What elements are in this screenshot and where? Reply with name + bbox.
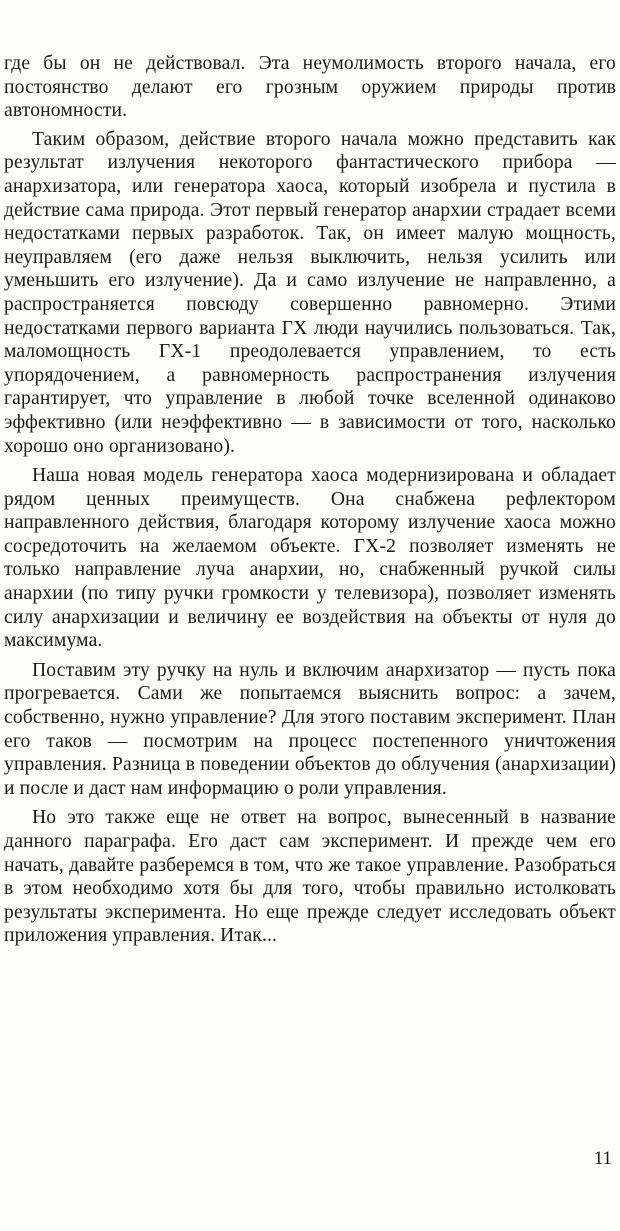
page-number: 11 — [593, 1148, 612, 1169]
body-text — [4, 52, 616, 954]
paragraph-4: Поставим эту ручку на нуль и включим анархизатор — пусть пока прогревается. Сами же попытаемся выяснить вопрос: а зачем, собственно, нужно управление? Для этого поставим эксперимент. План его таков — посмотрим на процесс постепенного уничтожения управления. Разница в поведении объектов до облучения (анархизации) и после и даст нам информацию о роли управления. — [4, 659, 616, 799]
paragraph-5: Но это также еще не ответ на вопрос, вынесенный в название данного параграфа. Его даст сам эксперимент. И прежде чем его начать, давайте разберемся в том, что же такое управление. Разобраться в этом необходимо хотя бы для того, чтобы правильно истолковать результаты эксперимента. Но еще прежде следует исследовать объект приложения управления. Итак... — [4, 807, 616, 947]
paragraph-1: где бы он не действовал. Эта неумолимость второго начала, его постоянство делают его грозным оружием природы против автономности. — [4, 53, 616, 122]
paragraph-2: Таким образом, действие второго начала можно представить как результат излучения некоторого фантастического прибора — анархизатора, или генератора хаоса, который изобрела и пустила в действие сама природа. Этот первый генератор анархии страдает всеми недостатками первых разработок. Так, он имеет малую мощность, неуправляем (его даже нельзя выключить, нельзя усилить или уменьшить его излучение). Да и само излучение не направленно, а распространяется повсюду совершенно равномерно. Этими недостатками первого варианта ГХ люди научились пользоваться. Так, маломощность ГХ-1 преодолевается управлением, то есть упорядочением, а равномерность распространения излучения гарантирует, что управление в любой точке вселенной одинаково эффективно (или неэффективно — в зависимости от того, насколько хорошо оно организовано). — [4, 128, 616, 457]
paragraph-3: Наша новая модель генератора хаоса модернизирована и обладает рядом ценных преимуществ. Она снабжена рефлектором направленного действия, благодаря которому излучение хаоса можно сосредоточить на желаемом объекте. ГХ-2 позволяет изменять не только направление луча анархии, но, снабженный ручкой силы анархии (по типу ручки громкости у телевизора), позволяет изменять силу анархизации и величину ее воздействия на объекты от нуля до максимума. — [4, 465, 616, 652]
